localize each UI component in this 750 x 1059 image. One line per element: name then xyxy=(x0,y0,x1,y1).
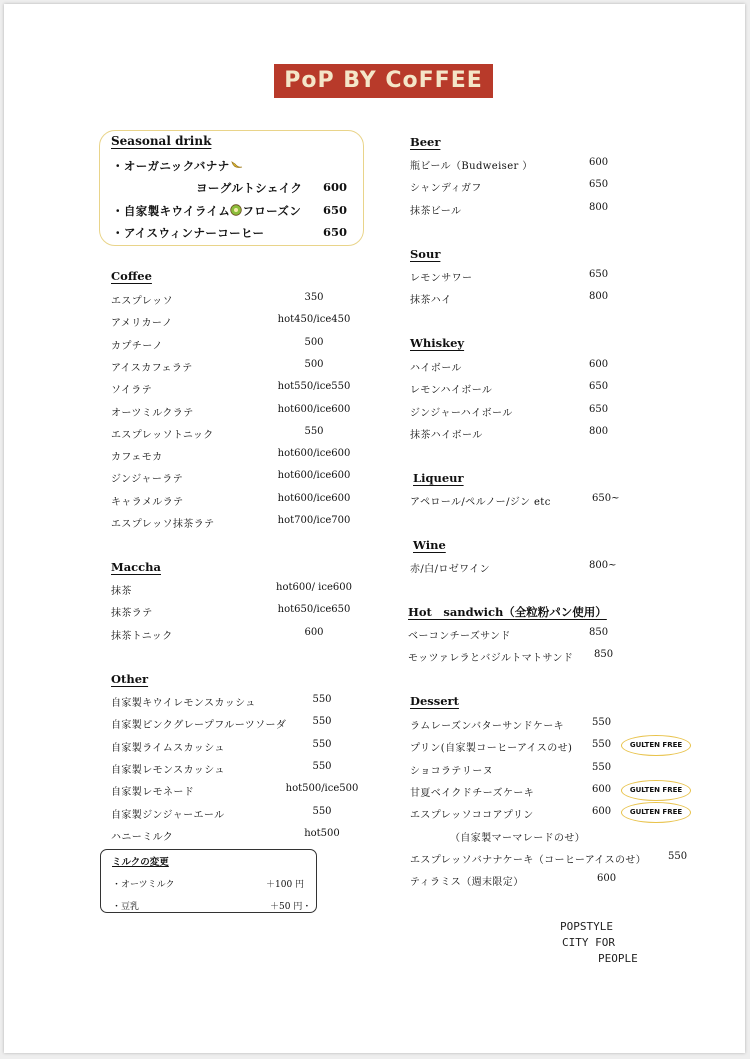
sandwich-item-name: ベーコンチーズサンド xyxy=(408,631,511,642)
banana-icon xyxy=(230,159,244,171)
dessert-item-price: 550 xyxy=(668,850,688,862)
coffee-item-name: ソイラテ xyxy=(111,385,153,397)
gluten-free-badge: GULTEN FREE xyxy=(621,802,691,823)
logo: PoP BY CoFFEE xyxy=(274,64,493,98)
gluten-free-badge: GULTEN FREE xyxy=(621,735,691,756)
seasonal-item-1: ・オーガニックバナナ xyxy=(112,158,244,174)
coffee-item-price: 500 xyxy=(304,336,324,348)
coffee-item-name: エスプレッソトニック xyxy=(111,429,214,441)
sour-item-name: 抹茶ハイ xyxy=(410,295,452,307)
coffee-item-price: hot600/ice600 xyxy=(277,492,351,504)
coffee-item-price: 350 xyxy=(304,292,324,303)
coffee-item-name: キャラメルラテ xyxy=(111,496,184,508)
coffee-item-name: エスプレッソ xyxy=(111,296,173,307)
maccha-item-name: 抹茶 xyxy=(111,586,132,597)
whiskey-item-name: ジンジャーハイボール xyxy=(410,407,513,419)
coffee-item-price: 500 xyxy=(304,358,324,370)
whiskey-item-price: 650 xyxy=(589,403,609,415)
sandwich-item-price: 850 xyxy=(594,649,614,661)
coffee-item-name: カプチーノ xyxy=(111,340,163,352)
coffee-item-price: 550 xyxy=(304,425,324,437)
other-item-price: hot500 xyxy=(304,827,340,839)
coffee-item-name: アイスカフェラテ xyxy=(111,362,193,374)
other-item-name: 自家製キウイレモンスカッシュ xyxy=(111,698,256,709)
beer-heading: Beer xyxy=(410,135,441,149)
other-item-name: 自家製レモンスカッシュ xyxy=(111,764,225,776)
whiskey-item-name: レモンハイボール xyxy=(410,385,493,397)
dessert-item-price: 600 xyxy=(592,783,612,795)
sandwich-heading: Hot sandwich（全粒粉パン使用） xyxy=(408,605,607,619)
coffee-item-price: hot550/ice550 xyxy=(277,381,351,393)
beer-item-name: シャンディガフ xyxy=(410,183,482,195)
dessert-item-name: エスプレッソバナナケーキ（コーヒーアイスのせ） xyxy=(410,854,647,866)
dessert-item-name: （自家製マーマレードのせ） xyxy=(450,832,586,844)
other-item-name: ハニーミルク xyxy=(111,831,174,843)
wine-heading: Wine xyxy=(413,538,446,552)
liqueur-heading: Liqueur xyxy=(413,471,464,485)
seasonal-price-4: 650 xyxy=(323,225,348,239)
other-item-price: 550 xyxy=(312,805,332,817)
seasonal-item-2: ヨーグルトシェイク xyxy=(196,181,303,195)
beer-item-price: 650 xyxy=(589,179,609,191)
other-item-name: 自家製レモネード xyxy=(111,787,195,799)
beer-item-price: 800 xyxy=(589,201,609,213)
other-item-name: 自家製ピンクグレープフルーツソーダ xyxy=(111,720,287,732)
whiskey-item-name: 抹茶ハイボール xyxy=(410,429,483,441)
sandwich-item-name: モッツァレラとバジルトマトサンド xyxy=(408,653,574,665)
seasonal-heading: Seasonal drink xyxy=(111,134,212,148)
sour-item-name: レモンサワー xyxy=(410,273,473,284)
coffee-item-price: hot450/ice450 xyxy=(277,314,351,326)
dessert-item-price: 550 xyxy=(592,717,612,728)
beer-item-price: 600 xyxy=(589,157,609,168)
milk-item-oat: ・オーツミルク xyxy=(112,880,175,890)
coffee-item-name: オーツミルクラテ xyxy=(111,407,194,419)
coffee-heading: Coffee xyxy=(111,269,152,283)
dessert-item-price: 550 xyxy=(592,739,612,751)
dessert-item-name: エスプレッソココアプリン xyxy=(410,810,534,822)
popstyle-stamp: POPSTYLE CITY FOR PEOPLE xyxy=(560,920,638,965)
coffee-item-name: カフェモカ xyxy=(111,452,163,464)
sour-item-price: 800 xyxy=(589,291,609,303)
dessert-item-name: プリン(自家製コーヒーアイスのせ) xyxy=(410,743,573,755)
liqueur-item-price: 650~ xyxy=(592,493,620,504)
dessert-item-name: ラムレーズンバターサンドケーキ xyxy=(410,721,564,732)
sour-heading: Sour xyxy=(410,247,441,261)
other-heading: Other xyxy=(111,672,149,686)
coffee-item-name: アメリカーノ xyxy=(111,318,173,330)
beer-item-name: 抹茶ビール xyxy=(410,205,462,217)
dessert-item-name: ショコラテリーヌ xyxy=(410,765,493,777)
wine-item-name: 赤/白/ロゼワイン xyxy=(410,564,491,575)
dessert-heading: Dessert xyxy=(410,694,459,708)
kiwi-icon xyxy=(230,204,242,216)
wine-item-price: 800~ xyxy=(589,560,617,571)
dessert-item-price: 550 xyxy=(592,761,612,773)
coffee-item-name: エスプレッソ抹茶ラテ xyxy=(111,519,215,530)
seasonal-price-3: 650 xyxy=(323,203,348,217)
dessert-item-name: 甘夏ベイクドチーズケーキ xyxy=(410,787,535,799)
whiskey-item-price: 600 xyxy=(589,359,609,370)
maccha-item-name: 抹茶トニック xyxy=(111,630,173,642)
sandwich-item-price: 850 xyxy=(589,627,609,638)
beer-item-name: 瓶ビール（Budweiser ） xyxy=(410,161,533,172)
whiskey-item-price: 650 xyxy=(589,381,609,393)
other-item-name: 自家製ジンジャーエール xyxy=(111,809,225,821)
milk-price-oat: ＋100 円 xyxy=(266,880,305,890)
other-item-price: 550 xyxy=(312,716,332,728)
milk-item-soy: ・豆乳 xyxy=(112,902,140,912)
menu-page xyxy=(4,4,745,1053)
liqueur-item-name: アペロール/ペルノー/ジン etc xyxy=(410,497,551,508)
gluten-free-badge: GULTEN FREE xyxy=(621,780,691,801)
coffee-item-price: hot600/ice600 xyxy=(277,448,351,460)
coffee-item-price: hot600/ice600 xyxy=(277,470,351,482)
milk-change-title: ミルクの変更 xyxy=(112,857,169,868)
maccha-item-price: hot650/ice650 xyxy=(277,604,351,616)
maccha-item-price: hot600/ ice600 xyxy=(276,582,352,593)
dessert-item-price: 600 xyxy=(592,806,612,818)
whiskey-item-name: ハイボール xyxy=(410,363,462,374)
coffee-item-name: ジンジャーラテ xyxy=(111,474,184,486)
coffee-item-price: hot700/ice700 xyxy=(277,515,351,526)
other-item-price: 550 xyxy=(312,760,332,772)
maccha-heading: Maccha xyxy=(111,560,161,574)
dessert-item-price: 600 xyxy=(597,873,617,885)
maccha-item-price: 600 xyxy=(304,626,324,638)
seasonal-price-2: 600 xyxy=(323,180,348,194)
other-item-name: 自家製ライムスカッシュ xyxy=(111,742,225,754)
seasonal-item-3: ・自家製キウイライム フローズン xyxy=(112,204,302,218)
sour-item-price: 650 xyxy=(589,269,609,280)
whiskey-item-price: 800 xyxy=(589,425,609,437)
maccha-item-name: 抹茶ラテ xyxy=(111,608,153,620)
whiskey-heading: Whiskey xyxy=(410,336,465,350)
other-item-price: 550 xyxy=(312,694,332,705)
milk-price-soy: ＋50 円・ xyxy=(270,902,312,912)
seasonal-item-4: ・アイスウィンナーコーヒー xyxy=(112,226,265,240)
other-item-price: 550 xyxy=(312,738,332,750)
other-item-price: hot500/ice500 xyxy=(285,783,359,795)
coffee-item-price: hot600/ice600 xyxy=(277,403,351,415)
dessert-item-name: ティラミス（週末限定） xyxy=(410,877,524,889)
